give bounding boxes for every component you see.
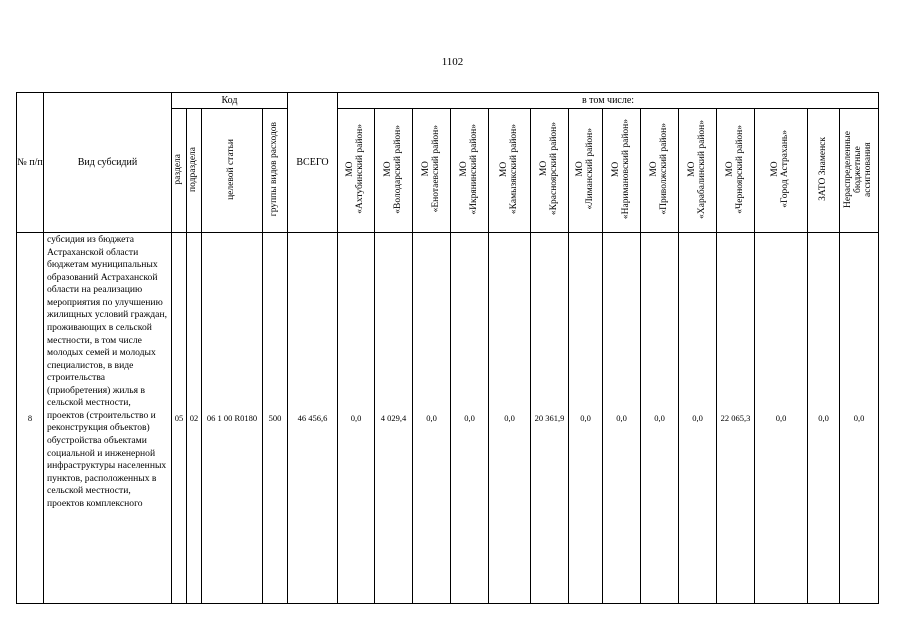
row-target: 06 1 00 R0180 [202,233,263,604]
header-district-line: «Черноярский район» [734,124,745,214]
header-district-label [650,123,670,215]
header-district-5 [531,109,569,233]
header-district-line: «Красноярский район» [548,122,559,216]
header-district-line: «Лиманский район» [584,128,595,210]
header-district-label [844,131,874,208]
header-district-line: «Володарский район» [392,124,403,214]
header-district-label [460,124,480,215]
header-num: № п/п [17,93,44,233]
header-district-line: МО [498,161,509,177]
header-district-7 [603,109,641,233]
row-value-11: 0,0 [755,233,808,604]
header-district-line: МО [538,161,549,177]
header-district-label [726,125,746,214]
header-district-8 [641,109,679,233]
header-district-11 [755,109,808,233]
header-district-0 [338,109,375,233]
row-value-1: 4 029,4 [375,233,413,604]
header-code-target: целевой статьи [226,138,237,200]
header-subsidy-type: Вид субсидий [44,93,172,233]
row-description: субсидия из бюджета Астраханской области бюджетам муниципальных образований Астраханской области на реализацию мероприятия по улучшению жилищных условий граждан, проживающих в сельской местности, в том числе молодых семей и молодых специалистов, в виде строительства (приобретения) жилья в сельской местности, проектов (строительство и реконструкция объектов) обустройства объектами социальной и инженерной инфраструктуры населенных пунктов, расположенных в сельской местности, проектов комплексного [44,233,172,604]
header-district-line: МО [686,161,697,177]
header-district-label [612,119,632,219]
header-district-10 [717,109,755,233]
row-value-12: 0,0 [808,233,840,604]
header-district-line: ЗАТО Знаменск [817,137,828,201]
header-district-line: МО [574,161,585,177]
row-value-3: 0,0 [451,233,489,604]
header-district-label [540,122,560,215]
header-district-label [500,124,520,214]
row-value-7: 0,0 [603,233,641,604]
header-district-line: МО [610,161,621,177]
row-value-4: 0,0 [489,233,531,604]
header-district-line: бюджетные [853,145,864,193]
header-district-line: МО [724,161,735,177]
page-number: 1102 [441,56,464,68]
header-district-line: «Харабалинский район» [696,119,707,219]
header-district-line: МО [458,161,469,177]
header-district-line: МО [770,161,781,177]
row-value-10: 22 065,3 [717,233,755,604]
row-value-8: 0,0 [641,233,679,604]
row-value-2: 0,0 [413,233,451,604]
header-district-1 [375,109,413,233]
header-district-line: МО [420,161,431,177]
header-code-section: раздела [173,153,184,185]
header-district-line: «Приволжский район» [658,123,669,215]
header-district-line: «Наримановский район» [620,118,631,220]
header-including: в том числе: [338,93,879,109]
row-value-0: 0,0 [338,233,375,604]
header-district-4 [489,109,531,233]
header-district-line: МО [345,161,356,177]
header-district-9 [679,109,717,233]
header-district-line: «Икрянинский район» [468,123,479,215]
row-value-13: 0,0 [840,233,879,604]
header-district-2 [413,109,451,233]
header-district-line: «Енотаевский район» [430,125,441,213]
header-district-line: МО [648,161,659,177]
header-district-label [771,130,791,208]
row-subsection: 02 [187,233,202,604]
row-value-5: 20 361,9 [531,233,569,604]
header-district-line: Нераспределенные [843,130,854,208]
header-district-label [422,125,442,212]
header-district-6 [569,109,603,233]
row-value-6: 0,0 [569,233,603,604]
header-district-label [688,120,708,219]
row-expense-group: 500 [263,233,288,604]
header-district-label [819,137,829,201]
header-district-line: ассигнования [862,141,873,197]
header-code-subsection: подраздела [188,146,199,192]
row-section: 05 [172,233,187,604]
header-code: Код [172,93,288,109]
header-district-13 [840,109,879,233]
row-total: 46 456,6 [288,233,338,604]
subsidy-table [16,92,879,604]
header-code-expense-group: группы видов расходов [269,121,280,217]
header-district-label [576,128,596,210]
header-district-3 [451,109,489,233]
header-district-label [346,124,366,214]
header-district-line: «Ахтубинский район» [355,124,365,214]
header-district-line: «Город Астрахань» [780,130,790,208]
header-district-line: МО [382,161,393,177]
header-total: ВСЕГО [288,93,338,233]
row-num: 8 [17,233,44,604]
header-district-label [384,125,404,214]
header-district-line: «Камызякский район» [508,123,519,215]
header-district-12 [808,109,840,233]
row-value-9: 0,0 [679,233,717,604]
